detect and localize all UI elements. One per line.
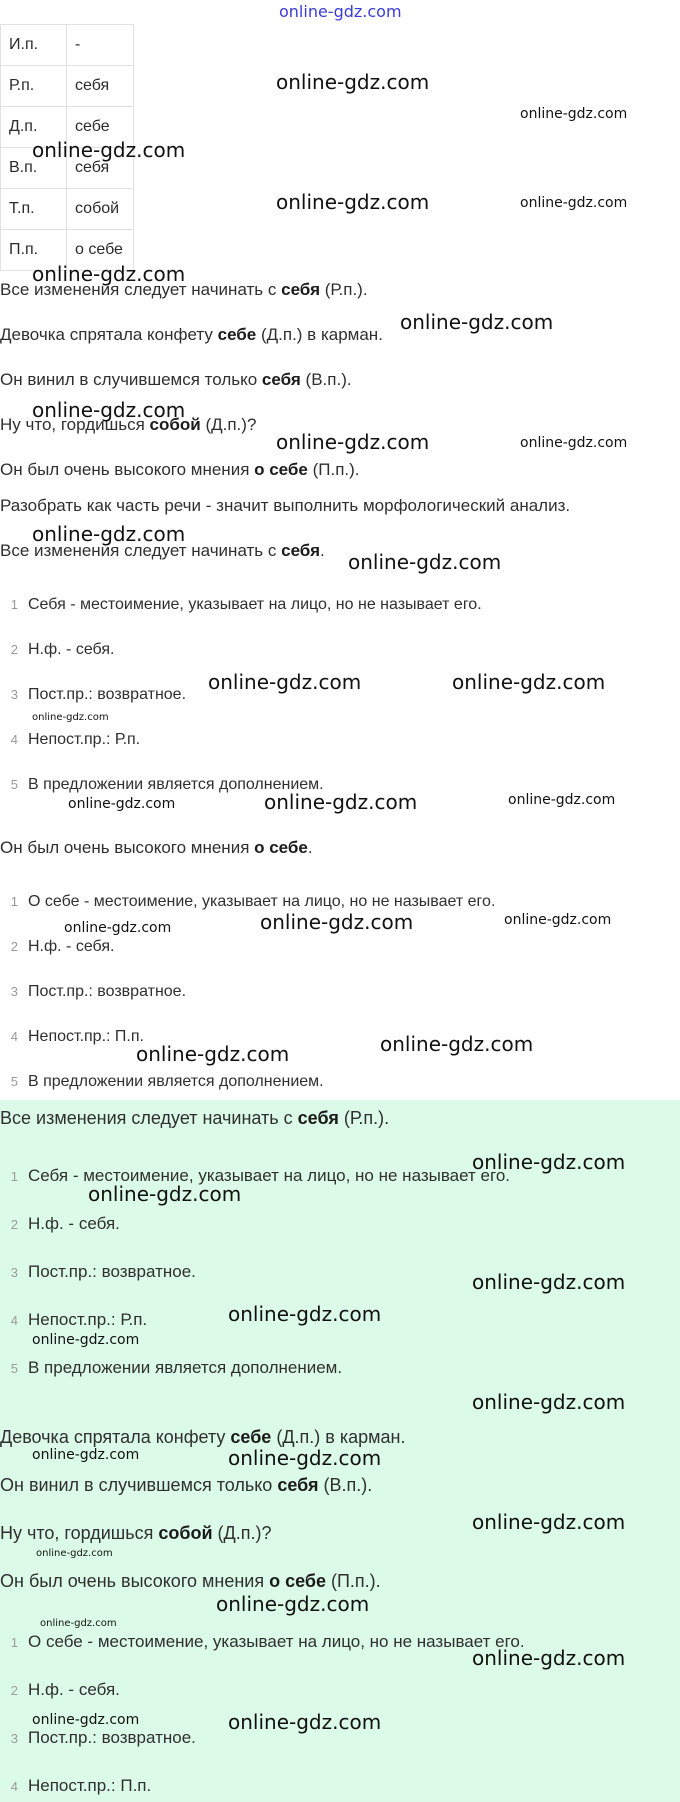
watermark: online-gdz.com	[228, 1710, 382, 1734]
watermark: online-gdz.com	[472, 1270, 626, 1294]
watermark: online-gdz.com	[276, 190, 430, 214]
watermark: online-gdz.com	[264, 790, 418, 814]
list-item: 2 Н.ф. - себя.	[0, 1680, 120, 1700]
form-cell: себя	[67, 66, 134, 107]
item-number: 4	[10, 1029, 18, 1044]
case-cell: П.п.	[1, 230, 67, 271]
header-watermark: online-gdz.com	[279, 2, 402, 21]
list-item: 3 Пост.пр.: возвратное.	[0, 983, 186, 1001]
list-item: 4 Непост.пр.: Р.п.	[0, 1310, 147, 1330]
watermark: online-gdz.com	[276, 430, 430, 454]
list-item: 1 Себя - местоимение, указывает на лицо, но не называет его.	[0, 596, 482, 614]
item-number: 3	[10, 1265, 18, 1280]
table-row	[1, 25, 134, 66]
watermark: online-gdz.com	[32, 1332, 140, 1348]
example-sentence: Девочка спрятала конфету себе (Д.п.) в карман.	[0, 325, 383, 344]
item-number: 4	[10, 732, 18, 747]
watermark: online-gdz.com	[216, 1592, 370, 1616]
list-item: 4 Непост.пр.: Р.п.	[0, 731, 140, 749]
watermark: online-gdz.com	[508, 792, 616, 808]
item-number: 5	[10, 1361, 18, 1376]
watermark: online-gdz.com	[452, 670, 606, 694]
item-number: 3	[10, 687, 18, 702]
watermark: online-gdz.com	[228, 1446, 382, 1470]
watermark: online-gdz.com	[32, 522, 186, 546]
form-cell: -	[67, 25, 134, 66]
watermark: online-gdz.com	[472, 1150, 626, 1174]
form-cell: себя	[67, 148, 134, 189]
example-sentence: Он был очень высокого мнения о себе (П.п.).	[0, 1571, 381, 1591]
list-item: 2 Н.ф. - себя.	[0, 1214, 120, 1234]
example-sentence: Он винил в случившемся только себя (В.п.).	[0, 370, 352, 389]
table-row	[1, 66, 134, 107]
item-number: 4	[10, 1779, 18, 1794]
item-number: 2	[10, 642, 18, 657]
watermark: online-gdz.com	[64, 920, 172, 936]
list-item: 3 Пост.пр.: возвратное.	[0, 1728, 196, 1748]
watermark: online-gdz.com	[32, 1447, 140, 1463]
list-item: 2 Н.ф. - себя.	[0, 938, 114, 956]
watermark: online-gdz.com	[40, 1618, 117, 1629]
example-sentence: Ну что, гордишься собой (Д.п.)?	[0, 415, 257, 434]
case-cell: И.п.	[1, 25, 67, 66]
watermark: online-gdz.com	[348, 550, 502, 574]
example-sentence: Все изменения следует начинать с себя (Р.п.).	[0, 280, 368, 299]
case-cell: Р.п.	[1, 66, 67, 107]
watermark: online-gdz.com	[520, 106, 628, 122]
item-number: 1	[10, 597, 18, 612]
item-number: 1	[10, 1169, 18, 1184]
watermark: online-gdz.com	[32, 1712, 140, 1728]
item-number: 2	[10, 939, 18, 954]
list-item: 1 Себя - местоимение, указывает на лицо, но не называет его.	[0, 1166, 510, 1186]
item-number: 1	[10, 894, 18, 909]
watermark: online-gdz.com	[472, 1390, 626, 1414]
list-item: 4 Непост.пр.: П.п.	[0, 1028, 144, 1046]
watermark: online-gdz.com	[32, 138, 186, 162]
item-number: 3	[10, 1731, 18, 1746]
watermark: online-gdz.com	[504, 912, 612, 928]
list-item: 1 О себе - местоимение, указывает на лицо, но не называет его.	[0, 1632, 525, 1652]
watermark: online-gdz.com	[276, 70, 430, 94]
watermark: online-gdz.com	[88, 1182, 242, 1206]
watermark: online-gdz.com	[208, 670, 362, 694]
item-number: 5	[10, 777, 18, 792]
item-number: 1	[10, 1635, 18, 1650]
watermark: online-gdz.com	[228, 1302, 382, 1326]
list-item: 5 В предложении является дополнением.	[0, 776, 324, 794]
watermark: online-gdz.com	[68, 796, 176, 812]
watermark: online-gdz.com	[32, 262, 186, 286]
form-cell: собой	[67, 189, 134, 230]
watermark: online-gdz.com	[36, 1548, 113, 1559]
item-number: 4	[10, 1313, 18, 1328]
case-cell: Д.п.	[1, 107, 67, 148]
watermark: online-gdz.com	[136, 1042, 290, 1066]
watermark: online-gdz.com	[520, 435, 628, 451]
watermark: online-gdz.com	[260, 910, 414, 934]
watermark: online-gdz.com	[380, 1032, 534, 1056]
analysis-heading: Все изменения следует начинать с себя (Р.п.).	[0, 1108, 390, 1128]
analysis-heading: Он был очень высокого мнения о себе.	[0, 838, 313, 857]
item-number: 2	[10, 1217, 18, 1232]
watermark: online-gdz.com	[520, 195, 628, 211]
watermark: online-gdz.com	[32, 398, 186, 422]
watermark: online-gdz.com	[472, 1510, 626, 1534]
list-item: 5 В предложении является дополнением.	[0, 1073, 324, 1091]
item-number: 5	[10, 1074, 18, 1089]
form-cell: себе	[67, 107, 134, 148]
case-cell: Т.п.	[1, 189, 67, 230]
list-item: 3 Пост.пр.: возвратное.	[0, 1262, 196, 1282]
example-sentence: Он был очень высокого мнения о себе (П.п.).	[0, 460, 360, 479]
example-sentence: Он винил в случившемся только себя (В.п.).	[0, 1475, 373, 1495]
watermark: online-gdz.com	[400, 310, 554, 334]
example-sentence: Девочка спрятала конфету себе (Д.п.) в карман.	[0, 1427, 406, 1447]
list-item: 4 Непост.пр.: П.п.	[0, 1776, 151, 1796]
list-item: 2 Н.ф. - себя.	[0, 641, 114, 659]
list-item: 5 В предложении является дополнением.	[0, 1358, 342, 1378]
example-sentence: Ну что, гордишься собой (Д.п.)?	[0, 1523, 272, 1543]
item-number: 2	[10, 1683, 18, 1698]
table-row	[1, 189, 134, 230]
item-number: 3	[10, 984, 18, 999]
case-cell: В.п.	[1, 148, 67, 189]
watermark: online-gdz.com	[472, 1646, 626, 1670]
analysis-intro: Разобрать как часть речи - значит выполнить морфологический анализ.	[0, 496, 571, 515]
list-item: 1 О себе - местоимение, указывает на лицо, но не называет его.	[0, 893, 495, 911]
watermark: online-gdz.com	[32, 712, 109, 723]
list-item: 3 Пост.пр.: возвратное.	[0, 686, 186, 704]
form-cell: о себе	[67, 230, 134, 271]
analysis-heading: Все изменения следует начинать с себя.	[0, 541, 325, 560]
